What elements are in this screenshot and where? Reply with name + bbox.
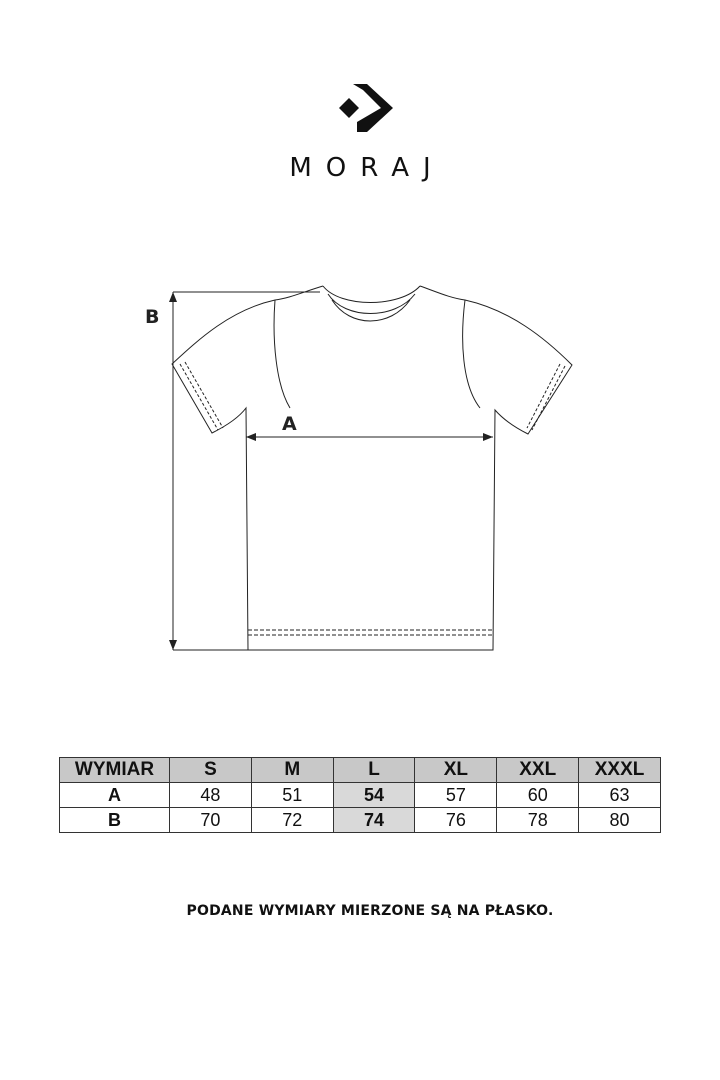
header-cell: XXL	[497, 758, 579, 783]
tshirt-diagram	[140, 280, 590, 660]
table-cell-highlighted: 54	[333, 783, 415, 808]
row-label: B	[60, 808, 170, 833]
size-table-header-row	[60, 758, 661, 783]
header-cell: WYMIAR	[60, 758, 170, 783]
header-cell: XL	[415, 758, 497, 783]
header-cell: M	[251, 758, 333, 783]
table-cell: 63	[579, 783, 661, 808]
header-cell: L	[333, 758, 415, 783]
table-row	[60, 808, 661, 833]
measurement-a-label: A	[282, 413, 297, 435]
table-cell: 48	[170, 783, 252, 808]
moraj-logo-icon	[335, 78, 397, 140]
table-cell: 72	[251, 808, 333, 833]
table-cell: 57	[415, 783, 497, 808]
header-cell: S	[170, 758, 252, 783]
table-cell-highlighted: 74	[333, 808, 415, 833]
measurement-b-label: B	[145, 306, 160, 328]
table-cell: 80	[579, 808, 661, 833]
header-cell: XXXL	[579, 758, 661, 783]
size-table	[59, 757, 661, 833]
row-label: A	[60, 783, 170, 808]
table-cell: 60	[497, 783, 579, 808]
table-row	[60, 783, 661, 808]
table-cell: 70	[170, 808, 252, 833]
table-cell: 76	[415, 808, 497, 833]
table-cell: 51	[251, 783, 333, 808]
measurement-note: PODANE WYMIARY MIERZONE SĄ NA PŁASKO.	[186, 903, 554, 919]
brand-name: MORAJ	[289, 153, 445, 183]
table-cell: 78	[497, 808, 579, 833]
